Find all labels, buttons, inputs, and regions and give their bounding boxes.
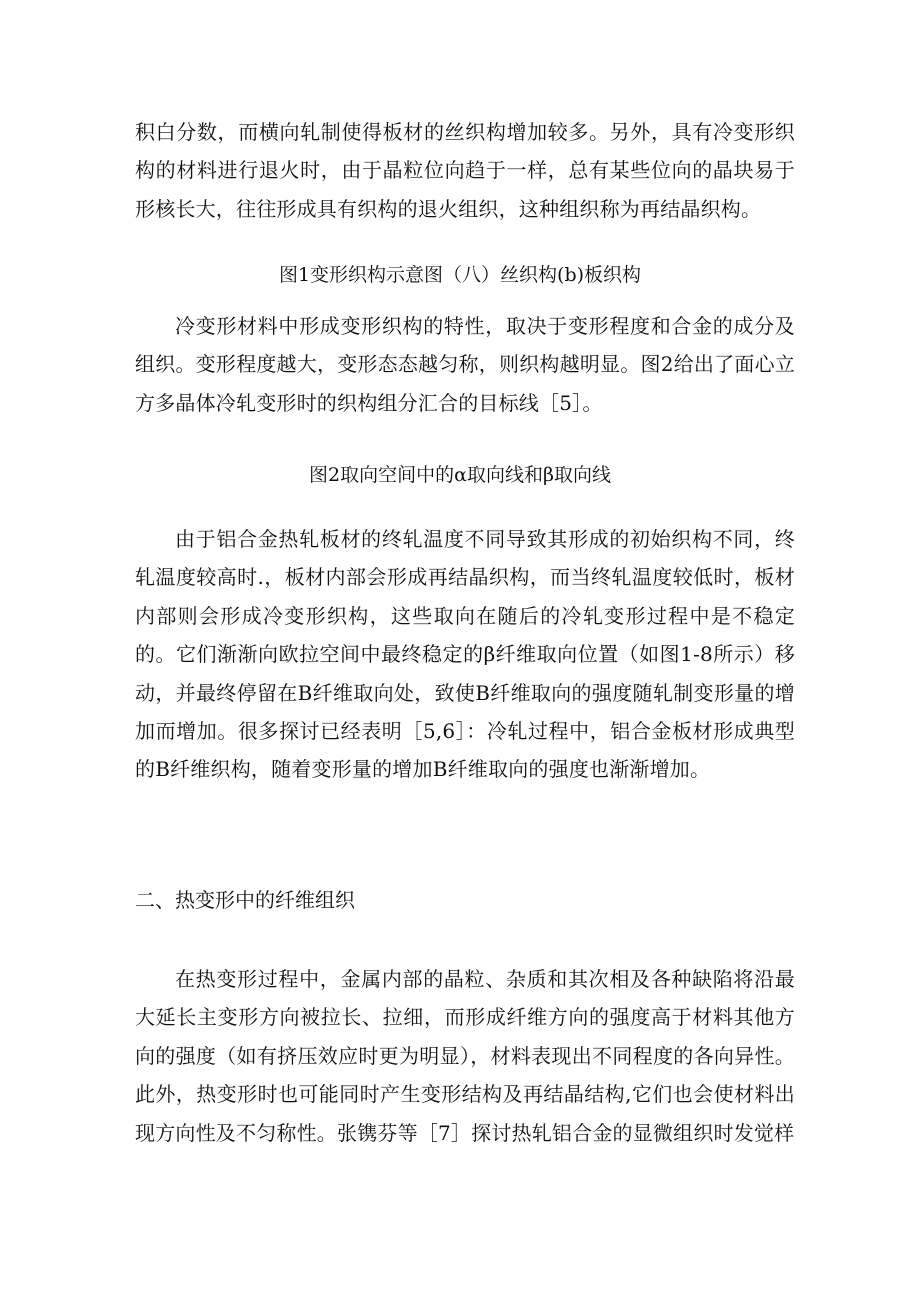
paragraph-recrystallization-texture: 积白分数，而横向轧制使得板材的丝织构增加较多。另外，具有冷变形织构的材料进行退火时，由于晶粒位向趋于一样，总有某些位向的晶块易于形核长大，往往形成具有织构的退火组织，这种组织称为再结晶织构。 <box>135 120 795 221</box>
figure-caption-1: 图1变形织构示意图（八）丝织构(b)板织构 <box>278 264 642 286</box>
section-heading-hot-deformation: 二、热变形中的纤维组织 <box>135 888 355 912</box>
paragraph-deformation-texture: 冷变形材料中形成变形织构的特性，取决于变形程度和合金的成分及组织。变形程度越大，变形态态越匀称，则织构越明显。图2给出了面心立方多晶体冷轧变形时的织构组分汇合的目标线［5］。 <box>135 314 795 415</box>
figure-caption-2: 图2取向空间中的α取向线和β取向线 <box>309 464 611 486</box>
paragraph-fiber-structure: 在热变形过程中，金属内部的晶粒、杂质和其次相及各种缺陷将沿最大延长主变形方向被拉长、拉细，而形成纤维方向的强度高于材料其他方向的强度（如有挤压效应时更为明显），材料表现出不同程度的各向异性。此外，热变形时也可能同时产生变形结构及再结晶结构,它们也会使材料出现方向性及不匀称性。张镌芬等［7］探讨热轧铝合金的显微组织时发觉样 <box>135 967 795 1145</box>
paragraph-hot-rolling-texture: 由于铝合金热轧板材的终轧温度不同导致其形成的初始织构不同，终轧温度较高时.，板材内部会形成再结晶织构，而当终轧温度较低时，板材内部则会形成冷变形织构，这些取向在随后的冷轧变形过程中是不稳定的。它们渐渐向欧拉空间中最终稳定的β纤维取向位置（如图1-8所示）移动，并最终停留在B纤维取向处，致使B纤维取向的强度随轧制变形量的增加而增加。很多探讨已经表明［5,6］：冷轧过程中，铝合金板材形成典型的B纤维织构，随着变形量的增加B纤维取向的强度也渐渐增加。 <box>135 527 795 782</box>
